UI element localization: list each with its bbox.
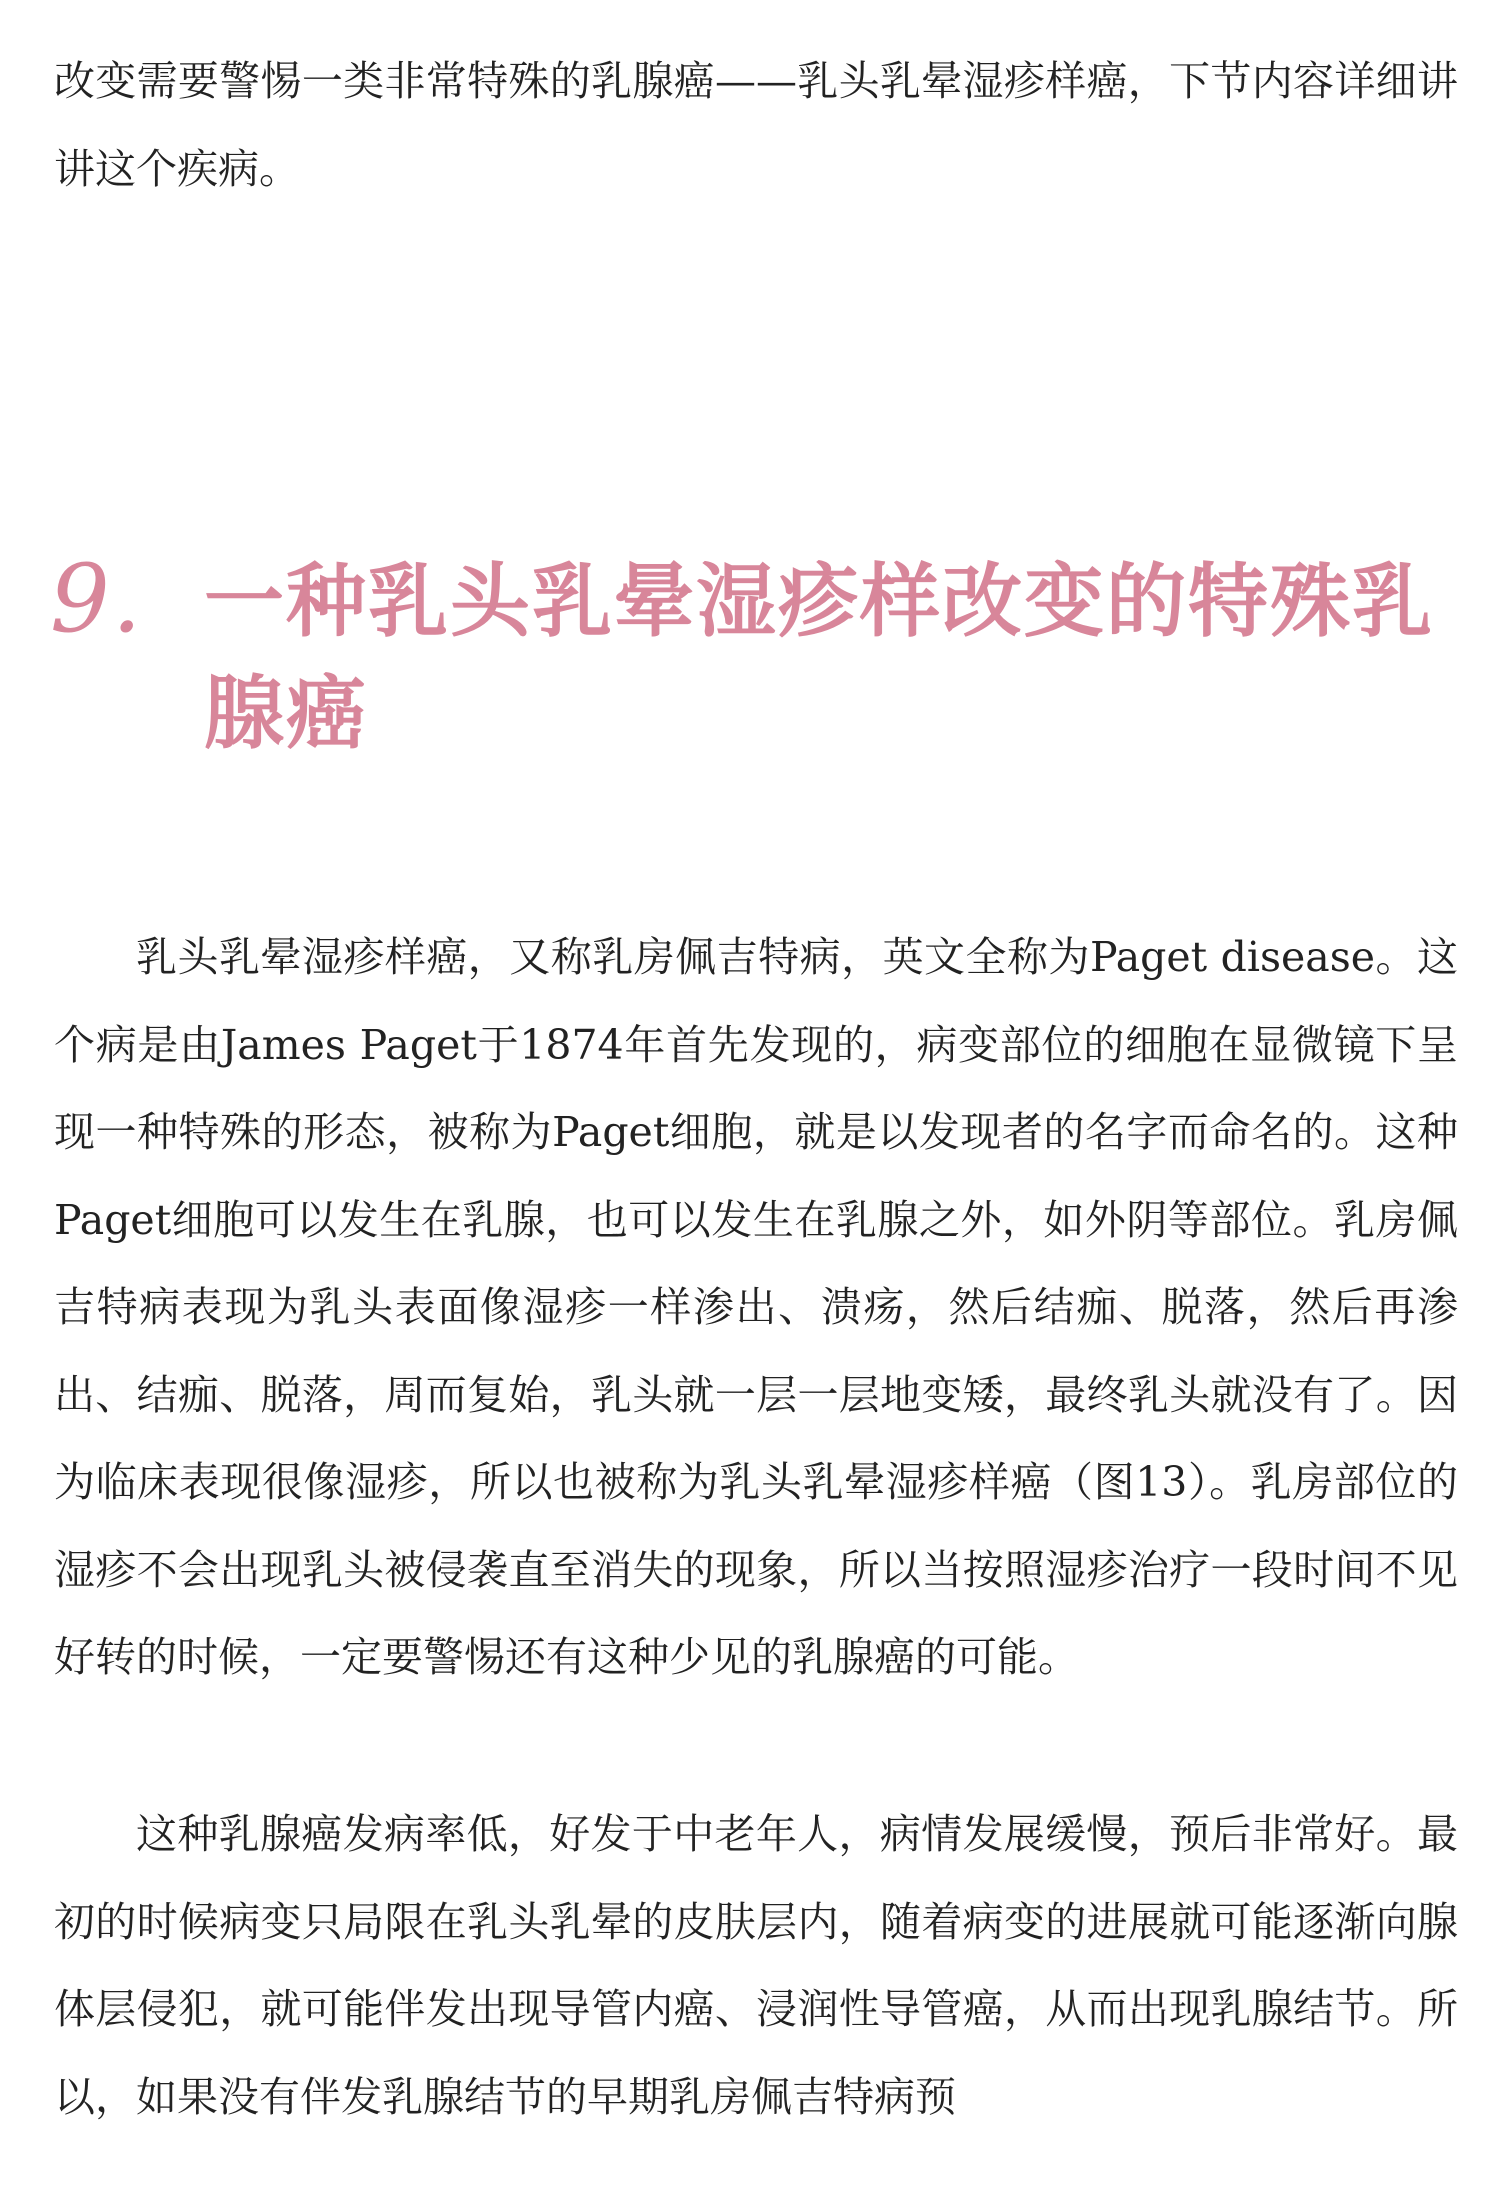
chapter-number: 9. — [50, 545, 144, 654]
chapter-title: 一种乳头乳晕湿疹样改变的特殊乳腺癌 — [204, 554, 1434, 760]
body-paragraph-paget-definition: 乳头乳晕湿疹样癌，又称乳房佩吉特病，英文全称为Paget disease。这个病是由James Paget于1874年首先发现的，病变部位的细胞在显微镜下呈现一种特殊的形态，被称为Paget细胞，就是以发现者的名字而命名的。这种Paget细胞可以发生在乳腺，也可以发生在乳腺之外，如外阴等部位。乳房佩吉特病表现为乳头表面像湿疹一样渗出、溃疡，然后结痂、脱落，然后再渗出、结痂、脱落，周而复始，乳头就一层一层地变矮，最终乳头就没有了。因为临床表现很像湿疹，所以也被称为乳头乳晕湿疹样癌（图13）。乳房部位的湿疹不会出现乳头被侵袭直至消失的现象，所以当按照湿疹治疗一段时间不见好转的时候，一定要警惕还有这种少见的乳腺癌的可能。 — [54, 933, 1458, 1681]
intro-paragraph: 改变需要警惕一类非常特殊的乳腺癌——乳头乳晕湿疹样癌，下节内容详细讲讲这个疾病。 — [54, 57, 1458, 193]
body-paragraph-prognosis: 这种乳腺癌发病率低，好发于中老年人，病情发展缓慢，预后非常好。最初的时候病变只局限在乳头乳晕的皮肤层内，随着病变的进展就可能逐渐向腺体层侵犯，就可能伴发出现导管内癌、浸润性导管癌，从而出现乳腺结节。所以，如果没有伴发乳腺结节的早期乳房佩吉特病预 — [54, 1810, 1458, 2121]
